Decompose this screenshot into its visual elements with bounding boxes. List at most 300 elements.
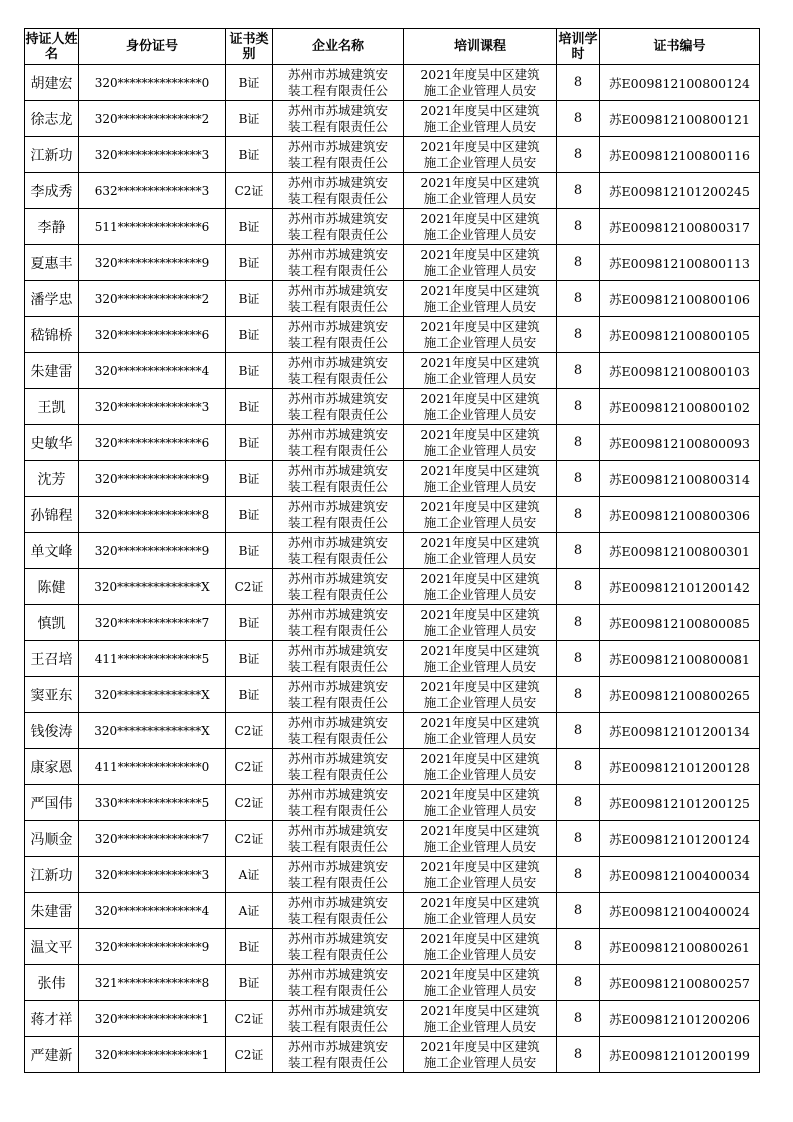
course-line-2: 施工企业管理人员安 [423, 1018, 537, 1034]
cert-number-cell: 苏E009812100800124 [600, 65, 760, 101]
company-cell [273, 749, 404, 785]
holder-name-cell: 王凯 [25, 389, 79, 425]
table-row [25, 677, 760, 713]
training-hours-cell: 8 [557, 425, 600, 461]
holder-name-cell: 李成秀 [25, 173, 79, 209]
cert-number-cell: 苏E009812100800103 [600, 353, 760, 389]
cert-type-cell: C2证 [226, 749, 273, 785]
course-line-2: 施工企业管理人员安 [423, 838, 537, 854]
table-row [25, 749, 760, 785]
cert-type-cell: B证 [226, 353, 273, 389]
training-hours-cell: 8 [557, 389, 600, 425]
table-row [25, 389, 760, 425]
company-cell [273, 461, 404, 497]
company-line-2: 装工程有限责任公 [287, 1054, 388, 1070]
company-cell [273, 821, 404, 857]
cert-type-cell: A证 [226, 857, 273, 893]
cert-number-cell: 苏E009812100800317 [600, 209, 760, 245]
company-cell [273, 533, 404, 569]
course-line-2: 施工企业管理人员安 [423, 442, 537, 458]
cert-number-cell: 苏E009812100800265 [600, 677, 760, 713]
id-number-cell: 320**************6 [79, 425, 226, 461]
table-row [25, 65, 760, 101]
training-hours-cell: 8 [557, 605, 600, 641]
id-number-cell: 321**************8 [79, 965, 226, 1001]
company-line-2: 装工程有限责任公 [287, 658, 388, 674]
company-line-1: 苏州市苏城建筑安 [287, 1038, 388, 1054]
company-line-1: 苏州市苏城建筑安 [287, 282, 388, 298]
holder-name-cell: 严国伟 [25, 785, 79, 821]
company-line-1: 苏州市苏城建筑安 [287, 1002, 388, 1018]
company-cell [273, 677, 404, 713]
training-hours-cell: 8 [557, 461, 600, 497]
course-line-1: 2021年度吴中区建筑 [420, 750, 540, 766]
cert-number-cell: 苏E009812101200125 [600, 785, 760, 821]
table-row [25, 785, 760, 821]
company-line-2: 装工程有限责任公 [287, 514, 388, 530]
course-line-2: 施工企业管理人员安 [423, 982, 537, 998]
id-number-cell: 632**************3 [79, 173, 226, 209]
company-cell [273, 317, 404, 353]
cert-type-cell: B证 [226, 929, 273, 965]
table-row [25, 173, 760, 209]
course-line-1: 2021年度吴中区建筑 [420, 606, 540, 622]
company-line-1: 苏州市苏城建筑安 [287, 354, 388, 370]
training-hours-cell: 8 [557, 677, 600, 713]
course-line-2: 施工企业管理人员安 [423, 658, 537, 674]
id-number-cell: 320**************X [79, 569, 226, 605]
cert-type-cell: B证 [226, 461, 273, 497]
course-cell [404, 641, 557, 677]
cert-type-cell: B证 [226, 533, 273, 569]
training-hours-cell: 8 [557, 713, 600, 749]
training-hours-cell: 8 [557, 1001, 600, 1037]
table-row [25, 569, 760, 605]
course-cell [404, 281, 557, 317]
course-cell [404, 101, 557, 137]
training-hours-cell: 8 [557, 533, 600, 569]
table-row [25, 353, 760, 389]
course-line-2: 施工企业管理人员安 [423, 622, 537, 638]
table-row [25, 821, 760, 857]
holder-name-cell: 朱建雷 [25, 353, 79, 389]
training-hours-cell: 8 [557, 137, 600, 173]
course-cell [404, 1037, 557, 1073]
table-row [25, 605, 760, 641]
cert-type-cell: B证 [226, 101, 273, 137]
holder-name-cell: 严建新 [25, 1037, 79, 1073]
course-line-1: 2021年度吴中区建筑 [420, 534, 540, 550]
course-line-2: 施工企业管理人员安 [423, 694, 537, 710]
course-line-1: 2021年度吴中区建筑 [420, 822, 540, 838]
id-number-cell: 320**************2 [79, 101, 226, 137]
cert-number-cell: 苏E009812101200134 [600, 713, 760, 749]
holder-name-cell: 冯顺金 [25, 821, 79, 857]
table-row [25, 1001, 760, 1037]
id-number-cell: 320**************9 [79, 533, 226, 569]
course-cell [404, 785, 557, 821]
header-type: 证书类别 [226, 29, 273, 65]
company-line-1: 苏州市苏城建筑安 [287, 930, 388, 946]
company-line-1: 苏州市苏城建筑安 [287, 534, 388, 550]
company-line-2: 装工程有限责任公 [287, 838, 388, 854]
course-line-1: 2021年度吴中区建筑 [420, 102, 540, 118]
company-line-1: 苏州市苏城建筑安 [287, 858, 388, 874]
holder-name-cell: 钱俊涛 [25, 713, 79, 749]
company-cell [273, 965, 404, 1001]
cert-number-cell: 苏E009812100800314 [600, 461, 760, 497]
company-line-2: 装工程有限责任公 [287, 874, 388, 890]
cert-type-cell: B证 [226, 245, 273, 281]
cert-type-cell: B证 [226, 137, 273, 173]
company-cell [273, 893, 404, 929]
company-line-1: 苏州市苏城建筑安 [287, 174, 388, 190]
cert-type-cell: B证 [226, 389, 273, 425]
holder-name-cell: 嵇锦桥 [25, 317, 79, 353]
table-row [25, 209, 760, 245]
training-hours-cell: 8 [557, 173, 600, 209]
company-line-1: 苏州市苏城建筑安 [287, 606, 388, 622]
company-cell [273, 605, 404, 641]
training-hours-cell: 8 [557, 245, 600, 281]
course-line-1: 2021年度吴中区建筑 [420, 498, 540, 514]
cert-number-cell: 苏E009812100800102 [600, 389, 760, 425]
course-line-2: 施工企业管理人员安 [423, 802, 537, 818]
company-line-2: 装工程有限责任公 [287, 190, 388, 206]
cert-number-cell: 苏E009812100800121 [600, 101, 760, 137]
course-line-2: 施工企业管理人员安 [423, 370, 537, 386]
company-line-1: 苏州市苏城建筑安 [287, 714, 388, 730]
company-line-2: 装工程有限责任公 [287, 82, 388, 98]
course-line-1: 2021年度吴中区建筑 [420, 714, 540, 730]
id-number-cell: 320**************3 [79, 389, 226, 425]
company-line-1: 苏州市苏城建筑安 [287, 894, 388, 910]
course-cell [404, 137, 557, 173]
course-cell [404, 929, 557, 965]
holder-name-cell: 李静 [25, 209, 79, 245]
table-body [25, 65, 760, 1073]
company-cell [273, 1037, 404, 1073]
company-line-2: 装工程有限责任公 [287, 694, 388, 710]
id-number-cell: 320**************9 [79, 929, 226, 965]
company-line-1: 苏州市苏城建筑安 [287, 390, 388, 406]
holder-name-cell: 慎凯 [25, 605, 79, 641]
id-number-cell: 320**************9 [79, 461, 226, 497]
cert-type-cell: C2证 [226, 785, 273, 821]
training-hours-cell: 8 [557, 821, 600, 857]
company-line-1: 苏州市苏城建筑安 [287, 750, 388, 766]
course-line-2: 施工企业管理人员安 [423, 874, 537, 890]
training-hours-cell: 8 [557, 857, 600, 893]
course-line-2: 施工企业管理人员安 [423, 1054, 537, 1070]
cert-number-cell: 苏E009812100800081 [600, 641, 760, 677]
table-row [25, 425, 760, 461]
course-line-1: 2021年度吴中区建筑 [420, 354, 540, 370]
company-line-1: 苏州市苏城建筑安 [287, 570, 388, 586]
training-hours-cell: 8 [557, 353, 600, 389]
cert-type-cell: C2证 [226, 821, 273, 857]
course-line-1: 2021年度吴中区建筑 [420, 678, 540, 694]
header-name: 持证人姓名 [25, 29, 79, 65]
company-cell [273, 929, 404, 965]
cert-type-cell: B证 [226, 281, 273, 317]
holder-name-cell: 陈健 [25, 569, 79, 605]
cert-type-cell: C2证 [226, 713, 273, 749]
id-number-cell: 320**************7 [79, 821, 226, 857]
course-cell [404, 245, 557, 281]
company-cell [273, 425, 404, 461]
id-number-cell: 411**************5 [79, 641, 226, 677]
cert-number-cell: 苏E009812101200142 [600, 569, 760, 605]
table-row [25, 461, 760, 497]
course-line-1: 2021年度吴中区建筑 [420, 174, 540, 190]
training-hours-cell: 8 [557, 749, 600, 785]
course-line-1: 2021年度吴中区建筑 [420, 390, 540, 406]
course-line-1: 2021年度吴中区建筑 [420, 786, 540, 802]
cert-number-cell: 苏E009812100800113 [600, 245, 760, 281]
company-cell [273, 389, 404, 425]
company-line-1: 苏州市苏城建筑安 [287, 138, 388, 154]
holder-name-cell: 潘学忠 [25, 281, 79, 317]
id-number-cell: 320**************9 [79, 245, 226, 281]
course-line-2: 施工企业管理人员安 [423, 586, 537, 602]
course-line-1: 2021年度吴中区建筑 [420, 462, 540, 478]
course-line-2: 施工企业管理人员安 [423, 766, 537, 782]
company-cell [273, 641, 404, 677]
company-cell [273, 209, 404, 245]
id-number-cell: 320**************6 [79, 317, 226, 353]
holder-name-cell: 张伟 [25, 965, 79, 1001]
cert-number-cell: 苏E009812100800105 [600, 317, 760, 353]
course-line-2: 施工企业管理人员安 [423, 190, 537, 206]
id-number-cell: 320**************1 [79, 1001, 226, 1037]
company-line-2: 装工程有限责任公 [287, 298, 388, 314]
certificate-table [24, 28, 760, 1073]
header-id: 身份证号 [79, 29, 226, 65]
cert-number-cell: 苏E009812101200199 [600, 1037, 760, 1073]
company-line-2: 装工程有限责任公 [287, 946, 388, 962]
course-cell [404, 965, 557, 1001]
id-number-cell: 511**************6 [79, 209, 226, 245]
table-row [25, 713, 760, 749]
cert-type-cell: C2证 [226, 173, 273, 209]
course-line-2: 施工企业管理人员安 [423, 154, 537, 170]
course-cell [404, 713, 557, 749]
cert-number-cell: 苏E009812100800085 [600, 605, 760, 641]
cert-type-cell: B证 [226, 317, 273, 353]
company-line-2: 装工程有限责任公 [287, 262, 388, 278]
course-line-1: 2021年度吴中区建筑 [420, 642, 540, 658]
cert-type-cell: C2证 [226, 1037, 273, 1073]
cert-number-cell: 苏E009812100800257 [600, 965, 760, 1001]
course-line-1: 2021年度吴中区建筑 [420, 138, 540, 154]
id-number-cell: 320**************X [79, 713, 226, 749]
training-hours-cell: 8 [557, 641, 600, 677]
cert-number-cell: 苏E009812100400024 [600, 893, 760, 929]
course-line-2: 施工企业管理人员安 [423, 910, 537, 926]
holder-name-cell: 窦亚东 [25, 677, 79, 713]
holder-name-cell: 王召培 [25, 641, 79, 677]
holder-name-cell: 胡建宏 [25, 65, 79, 101]
holder-name-cell: 温文平 [25, 929, 79, 965]
cert-number-cell: 苏E009812100800116 [600, 137, 760, 173]
holder-name-cell: 徐志龙 [25, 101, 79, 137]
course-cell [404, 605, 557, 641]
course-cell [404, 353, 557, 389]
course-line-2: 施工企业管理人员安 [423, 262, 537, 278]
table-row [25, 857, 760, 893]
course-line-1: 2021年度吴中区建筑 [420, 894, 540, 910]
course-line-1: 2021年度吴中区建筑 [420, 966, 540, 982]
holder-name-cell: 单文峰 [25, 533, 79, 569]
course-line-2: 施工企业管理人员安 [423, 406, 537, 422]
cert-type-cell: C2证 [226, 1001, 273, 1037]
course-line-1: 2021年度吴中区建筑 [420, 570, 540, 586]
id-number-cell: 320**************2 [79, 281, 226, 317]
company-line-2: 装工程有限责任公 [287, 334, 388, 350]
table-row [25, 245, 760, 281]
course-cell [404, 173, 557, 209]
training-hours-cell: 8 [557, 101, 600, 137]
holder-name-cell: 朱建雷 [25, 893, 79, 929]
cert-type-cell: B证 [226, 65, 273, 101]
course-cell [404, 497, 557, 533]
course-cell [404, 209, 557, 245]
training-hours-cell: 8 [557, 497, 600, 533]
header-cert-no: 证书编号 [600, 29, 760, 65]
id-number-cell: 320**************8 [79, 497, 226, 533]
course-line-2: 施工企业管理人员安 [423, 730, 537, 746]
cert-number-cell: 苏E009812101200245 [600, 173, 760, 209]
company-cell [273, 1001, 404, 1037]
course-cell [404, 677, 557, 713]
course-cell [404, 461, 557, 497]
course-cell [404, 389, 557, 425]
training-hours-cell: 8 [557, 209, 600, 245]
course-line-2: 施工企业管理人员安 [423, 514, 537, 530]
company-cell [273, 245, 404, 281]
course-line-2: 施工企业管理人员安 [423, 226, 537, 242]
course-cell [404, 821, 557, 857]
id-number-cell: 320**************3 [79, 857, 226, 893]
company-line-1: 苏州市苏城建筑安 [287, 642, 388, 658]
course-cell [404, 533, 557, 569]
course-cell [404, 317, 557, 353]
company-line-1: 苏州市苏城建筑安 [287, 210, 388, 226]
company-cell [273, 65, 404, 101]
training-hours-cell: 8 [557, 893, 600, 929]
company-cell [273, 497, 404, 533]
company-line-1: 苏州市苏城建筑安 [287, 102, 388, 118]
course-line-2: 施工企业管理人员安 [423, 946, 537, 962]
course-line-1: 2021年度吴中区建筑 [420, 930, 540, 946]
id-number-cell: 320**************0 [79, 65, 226, 101]
company-line-1: 苏州市苏城建筑安 [287, 822, 388, 838]
company-cell [273, 281, 404, 317]
course-line-2: 施工企业管理人员安 [423, 334, 537, 350]
cert-number-cell: 苏E009812101200206 [600, 1001, 760, 1037]
company-line-2: 装工程有限责任公 [287, 802, 388, 818]
course-line-2: 施工企业管理人员安 [423, 550, 537, 566]
course-cell [404, 749, 557, 785]
cert-number-cell: 苏E009812100800261 [600, 929, 760, 965]
company-line-1: 苏州市苏城建筑安 [287, 462, 388, 478]
table-row [25, 137, 760, 173]
company-cell [273, 713, 404, 749]
cert-type-cell: A证 [226, 893, 273, 929]
company-line-2: 装工程有限责任公 [287, 118, 388, 134]
table-row [25, 281, 760, 317]
table-row [25, 533, 760, 569]
cert-type-cell: B证 [226, 497, 273, 533]
table-row [25, 929, 760, 965]
cert-number-cell: 苏E009812100800306 [600, 497, 760, 533]
company-line-2: 装工程有限责任公 [287, 442, 388, 458]
company-cell [273, 173, 404, 209]
company-line-2: 装工程有限责任公 [287, 406, 388, 422]
company-line-2: 装工程有限责任公 [287, 370, 388, 386]
training-hours-cell: 8 [557, 929, 600, 965]
training-hours-cell: 8 [557, 785, 600, 821]
header-hours: 培训学时 [557, 29, 600, 65]
table-row [25, 497, 760, 533]
cert-type-cell: B证 [226, 605, 273, 641]
course-line-1: 2021年度吴中区建筑 [420, 66, 540, 82]
id-number-cell: 320**************1 [79, 1037, 226, 1073]
holder-name-cell: 夏惠丰 [25, 245, 79, 281]
id-number-cell: 320**************7 [79, 605, 226, 641]
company-line-2: 装工程有限责任公 [287, 730, 388, 746]
course-cell [404, 893, 557, 929]
company-line-1: 苏州市苏城建筑安 [287, 246, 388, 262]
holder-name-cell: 江新功 [25, 137, 79, 173]
company-line-1: 苏州市苏城建筑安 [287, 498, 388, 514]
course-line-1: 2021年度吴中区建筑 [420, 318, 540, 334]
cert-number-cell: 苏E009812100800106 [600, 281, 760, 317]
company-cell [273, 569, 404, 605]
table-row [25, 1037, 760, 1073]
cert-number-cell: 苏E009812100400034 [600, 857, 760, 893]
company-line-1: 苏州市苏城建筑安 [287, 318, 388, 334]
table-row [25, 641, 760, 677]
table-row [25, 965, 760, 1001]
holder-name-cell: 蒋才祥 [25, 1001, 79, 1037]
course-cell [404, 857, 557, 893]
training-hours-cell: 8 [557, 965, 600, 1001]
company-line-2: 装工程有限责任公 [287, 226, 388, 242]
company-line-2: 装工程有限责任公 [287, 1018, 388, 1034]
course-line-1: 2021年度吴中区建筑 [420, 246, 540, 262]
company-line-1: 苏州市苏城建筑安 [287, 678, 388, 694]
course-line-1: 2021年度吴中区建筑 [420, 1002, 540, 1018]
table-row [25, 317, 760, 353]
company-line-2: 装工程有限责任公 [287, 550, 388, 566]
company-cell [273, 785, 404, 821]
course-cell [404, 569, 557, 605]
cert-number-cell: 苏E009812100800093 [600, 425, 760, 461]
company-line-2: 装工程有限责任公 [287, 154, 388, 170]
id-number-cell: 411**************0 [79, 749, 226, 785]
holder-name-cell: 史敏华 [25, 425, 79, 461]
company-line-2: 装工程有限责任公 [287, 982, 388, 998]
header-row [25, 29, 760, 65]
course-cell [404, 1001, 557, 1037]
cert-type-cell: B证 [226, 641, 273, 677]
course-line-1: 2021年度吴中区建筑 [420, 282, 540, 298]
cert-type-cell: C2证 [226, 569, 273, 605]
course-line-1: 2021年度吴中区建筑 [420, 426, 540, 442]
id-number-cell: 320**************3 [79, 137, 226, 173]
